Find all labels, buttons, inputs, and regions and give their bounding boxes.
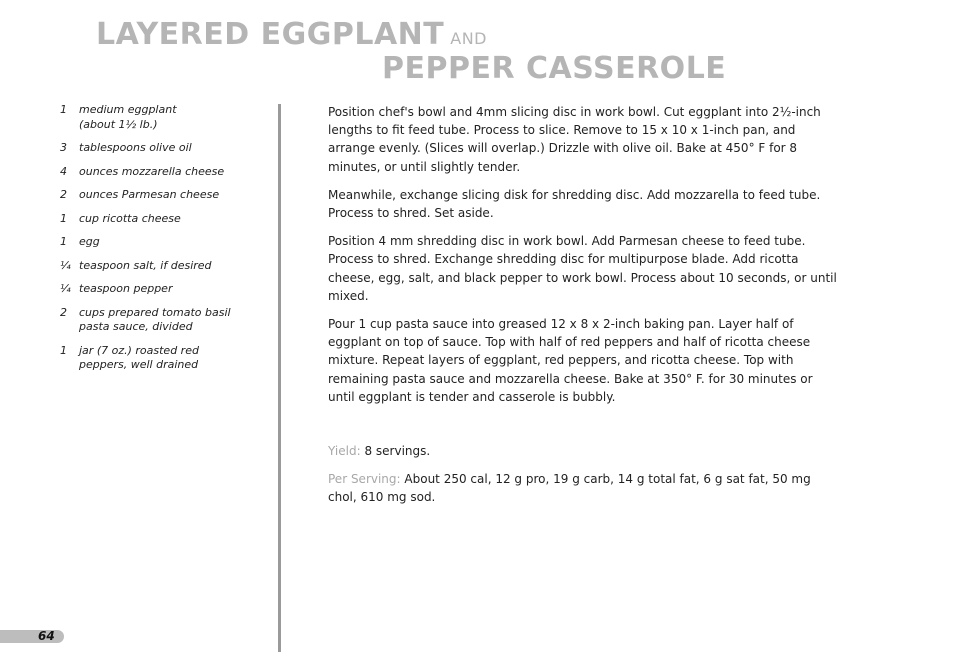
ingredient-item: ¼ teaspoon pepper [60, 282, 173, 295]
page-number: 64 [38, 629, 55, 643]
recipe-title [96, 17, 856, 86]
ingredient-item: 1 medium eggplant (about 1½ lb.) [60, 103, 177, 131]
direction-step: Pour 1 cup pasta sauce into greased 12 x 8 x 2-inch baking pan. Layer half of eggplant on top of sauce. Top with half of red peppers and half of ricotta cheese mixture. Repeat layers of eggplant, red peppers, and ricotta cheese. Top with remaining pasta sauce and mozzarella cheese. Bake at 350° F. for 30 minutes or until eggplant is tender and casserole is bubbly. [328, 317, 813, 404]
title-and: AND [450, 29, 487, 48]
ingredient-item: 2 cups prepared tomato basil pasta sauce, divided [60, 305, 231, 333]
nutrition [328, 470, 840, 506]
yield [328, 442, 840, 460]
direction-step: Meanwhile, exchange slicing disk for shredding disc. Add mozzarella to feed tube. Process to shred. Set aside. [328, 187, 821, 221]
ingredient-item: ¼ teaspoon salt, if desired [60, 258, 212, 272]
ingredient-list [58, 103, 268, 382]
ingredient-item: 4 ounces mozzarella cheese [60, 164, 225, 178]
ingredient-item: 1 egg [60, 235, 100, 248]
column-divider [278, 104, 281, 652]
ingredient-item: 1 jar (7 oz.) roasted red peppers, well drained [60, 343, 199, 371]
yield-label: Yield: [328, 444, 361, 459]
per-serving-label: Per Serving: [328, 472, 401, 487]
ingredient-item: 1 cup ricotta cheese [60, 211, 181, 225]
ingredient-item: 2 ounces Parmesan cheese [60, 188, 220, 201]
per-serving-value: About 250 cal, 12 g pro, 19 g carb, 14 g total fat, 6 g sat fat, 50 mg chol, 610 mg sod. [328, 472, 811, 505]
page-number-tab [0, 630, 64, 643]
yield-value: 8 servings. [364, 444, 431, 459]
title-line-1: LAYERED EGGPLANT AND [96, 17, 487, 52]
directions [328, 103, 840, 517]
ingredient-item: 3 tablespoons olive oil [60, 141, 192, 154]
direction-step: Position 4 mm shredding disc in work bowl. Add Parmesan cheese to feed tube. Process to shred. Exchange shredding disc for multipurpose blade. Add ricotta cheese, egg, salt, and black pepper to work bowl. Process about 10 seconds, or until mixed. [328, 234, 837, 303]
title-line-2: PEPPER CASSEROLE [382, 51, 727, 86]
direction-step: Position chef's bowl and 4mm slicing disc in work bowl. Cut eggplant into 2½-inch lengths to fit feed tube. Process to slice. Remove to 15 x 10 x 1-inch pan, and arrange evenly. (Slices will overlap.) Drizzle with olive oil. Bake at 450° F for 8 minutes, or until slightly tender. [328, 105, 821, 174]
